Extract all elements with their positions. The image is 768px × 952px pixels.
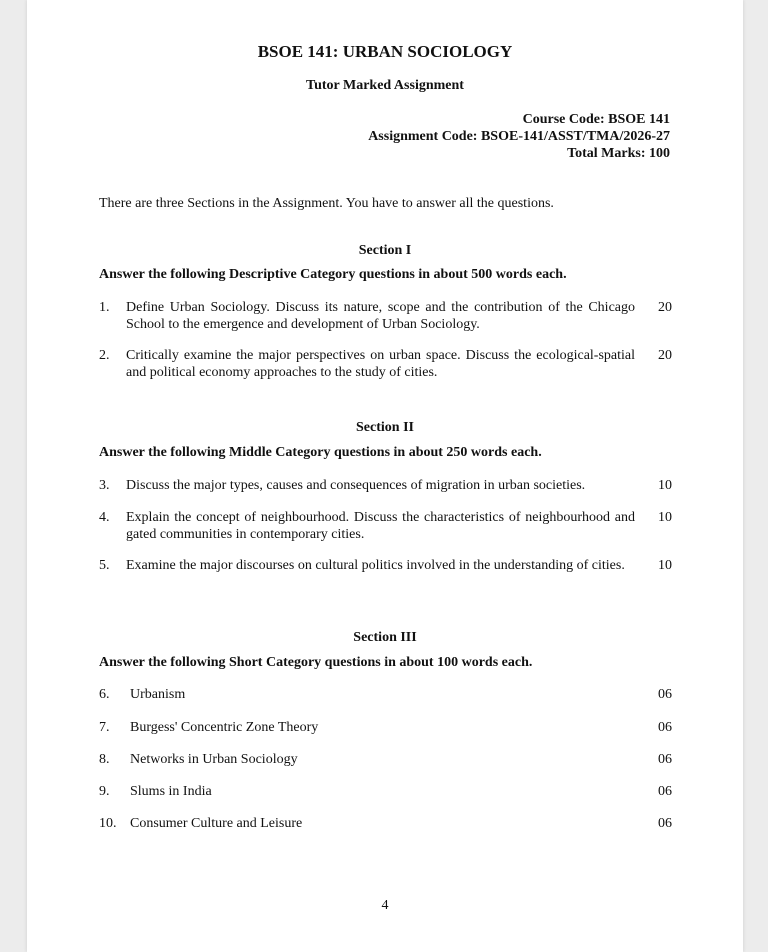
question-number: 1. [99,300,110,315]
section-3-title: Section III [353,630,417,645]
question-marks: 10 [658,478,672,493]
question-text: Burgess' Concentric Zone Theory [130,720,319,735]
course-code: Course Code: BSOE 141 [522,112,670,127]
question-marks: 10 [658,558,672,573]
question-text: Slums in India [130,784,212,799]
question-number: 9. [99,784,110,799]
document-subtitle: Tutor Marked Assignment [306,78,464,93]
question-text: Define Urban Sociology. Discuss its nature, scope and the contribution of the Chicago School to the emergence and development of Urban Sociology. [126,300,635,332]
question-marks: 06 [658,784,672,799]
question-marks: 06 [658,720,672,735]
question-marks: 10 [658,510,672,525]
question-number: 2. [99,348,110,363]
intro-text: There are three Sections in the Assignment. You have to answer all the questions. [99,196,554,211]
question-number: 10. [99,816,117,831]
question-number: 3. [99,478,110,493]
section-1-title: Section I [358,243,412,258]
assignment-code: Assignment Code: BSOE-141/ASST/TMA/2026-27 [368,129,670,144]
question-marks: 20 [658,300,672,315]
question-marks: 06 [658,752,672,767]
question-number: 5. [99,558,110,573]
section-1-instruction: Answer the following Descriptive Category questions in about 500 words each. [99,267,567,282]
section-2-instruction: Answer the following Middle Category questions in about 250 words each. [99,445,542,460]
question-number: 6. [99,687,110,702]
question-text: Explain the concept of neighbourhood. Discuss the characteristics of neighbourhood and gated communities in contemporary cities. [126,510,635,542]
total-marks: Total Marks: 100 [567,146,670,161]
question-text: Networks in Urban Sociology [130,752,298,767]
question-number: 4. [99,510,110,525]
question-text: Discuss the major types, causes and consequences of migration in urban societies. [126,478,586,493]
question-text: Critically examine the major perspectives on urban space. Discuss the ecological-spatial and political economy approaches to the study of cities. [126,348,635,380]
question-number: 7. [99,720,110,735]
question-text: Examine the major discourses on cultural politics involved in the understanding of cities. [126,558,625,573]
question-marks: 06 [658,816,672,831]
document-title: BSOE 141: URBAN SOCIOLOGY [257,42,513,61]
question-number: 8. [99,752,110,767]
question-marks: 06 [658,687,672,702]
document-page [27,0,743,952]
question-text: Urbanism [130,687,186,702]
question-marks: 20 [658,348,672,363]
page-number: 4 [381,898,389,913]
section-3-instruction: Answer the following Short Category questions in about 100 words each. [99,655,533,670]
section-2-title: Section II [356,420,414,435]
question-text: Consumer Culture and Leisure [130,816,303,831]
